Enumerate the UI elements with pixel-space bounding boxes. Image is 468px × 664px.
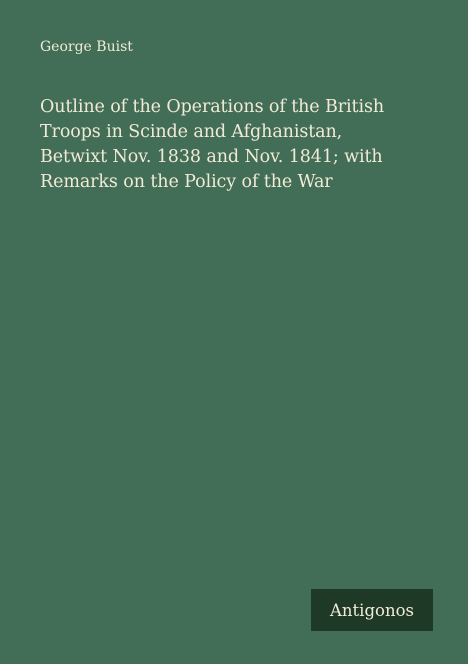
book-title	[40, 95, 440, 195]
title-line: Betwixt Nov. 1838 and Nov. 1841; with	[40, 147, 383, 167]
title-line: Remarks on the Policy of the War	[40, 172, 333, 192]
author-name: George Buist	[40, 39, 133, 55]
publisher-badge	[311, 589, 433, 631]
title-line: Troops in Scinde and Afghanistan,	[40, 122, 343, 142]
title-line: Outline of the Operations of the British	[40, 97, 385, 117]
publisher-name: Antigonos	[330, 600, 414, 620]
